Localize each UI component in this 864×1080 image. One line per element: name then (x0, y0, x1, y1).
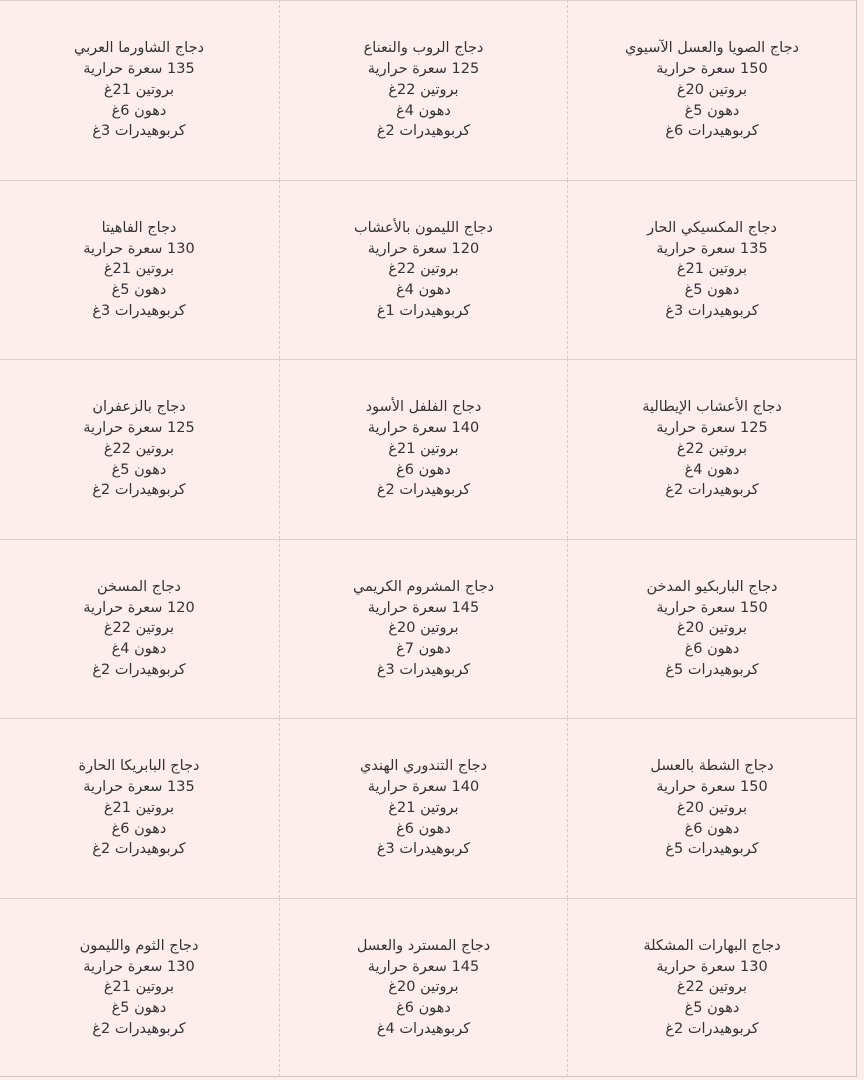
card-calories: 130 سعرة حرارية (656, 958, 768, 975)
card-carbs: كربوهيدرات 5غ (665, 841, 759, 858)
card-calories: 125 سعرة حرارية (367, 61, 480, 78)
card-calories: 130 سعرة حرارية (83, 958, 195, 975)
nutrition-card[interactable] (567, 359, 856, 539)
card-protein: بروتين 21غ (103, 799, 175, 816)
card-fat: دهون 7غ (396, 641, 451, 658)
card-carbs: كربوهيدرات 2غ (92, 841, 186, 858)
card-protein: بروتين 21غ (103, 979, 175, 996)
card-carbs: كربوهيدرات 2غ (665, 482, 759, 499)
card-title: دجاج الروب والنعناع (363, 40, 484, 57)
card-title: دجاج الشاورما العربي (74, 40, 204, 57)
card-calories: 135 سعرة حرارية (83, 61, 195, 78)
card-carbs: كربوهيدرات 2غ (665, 1020, 759, 1037)
nutrition-card[interactable] (279, 718, 567, 898)
card-protein: بروتين 22غ (388, 261, 459, 278)
card-carbs: كربوهيدرات 3غ (92, 302, 186, 319)
nutrition-card[interactable] (567, 718, 856, 898)
card-calories: 140 سعرة حرارية (367, 779, 480, 796)
nutrition-card[interactable] (0, 898, 279, 1078)
card-fat: دهون 6غ (684, 820, 740, 837)
card-protein: بروتين 22غ (103, 620, 175, 637)
card-protein: بروتين 22غ (103, 440, 175, 457)
card-protein: بروتين 21غ (103, 261, 175, 278)
card-fat: دهون 6غ (684, 641, 740, 658)
nutrition-card[interactable] (0, 0, 279, 180)
card-title: دجاج الصويا والعسل الآسيوي (625, 40, 800, 57)
card-protein: بروتين 22غ (676, 979, 748, 996)
card-calories: 135 سعرة حرارية (656, 240, 768, 257)
card-carbs: كربوهيدرات 6غ (665, 123, 759, 140)
card-protein: بروتين 20غ (676, 81, 748, 98)
card-calories: 125 سعرة حرارية (656, 420, 768, 437)
card-title: دجاج التندوري الهندي (359, 758, 488, 775)
card-carbs: كربوهيدرات 4غ (376, 1020, 471, 1037)
nutrition-card[interactable] (279, 898, 567, 1078)
nutrition-card[interactable] (0, 359, 279, 539)
nutrition-card[interactable] (279, 0, 567, 180)
card-carbs: كربوهيدرات 2غ (92, 1020, 186, 1037)
card-fat: دهون 5غ (684, 102, 740, 119)
card-calories: 150 سعرة حرارية (656, 61, 768, 78)
card-fat: دهون 4غ (396, 282, 451, 299)
card-carbs: كربوهيدرات 1غ (376, 302, 471, 319)
card-protein: بروتين 20غ (388, 620, 459, 637)
nutrition-card[interactable] (279, 539, 567, 719)
nutrition-card[interactable] (567, 0, 856, 180)
card-calories: 150 سعرة حرارية (656, 599, 768, 616)
card-fat: دهون 6غ (396, 461, 451, 478)
card-protein: بروتين 20غ (676, 620, 748, 637)
card-calories: 145 سعرة حرارية (367, 958, 480, 975)
card-title: دجاج الفلفل الأسود (365, 399, 482, 416)
card-title: دجاج الباربكيو المدخن (646, 578, 778, 595)
card-fat: دهون 4غ (684, 461, 740, 478)
card-fat: دهون 5غ (111, 461, 167, 478)
card-calories: 120 سعرة حرارية (83, 599, 195, 616)
card-protein: بروتين 21غ (388, 799, 459, 816)
nutrition-card[interactable] (567, 539, 856, 719)
card-protein: بروتين 22غ (388, 81, 459, 98)
card-title: دجاج المسترد والعسل (356, 937, 491, 954)
card-title: دجاج الثوم والليمون (79, 937, 199, 954)
card-title: دجاج الليمون بالأعشاب (354, 219, 493, 236)
card-title: دجاج المشروم الكريمي (352, 578, 495, 595)
nutrition-card[interactable] (567, 898, 856, 1078)
card-protein: بروتين 22غ (676, 440, 748, 457)
card-protein: بروتين 21غ (388, 440, 459, 457)
card-title: دجاج المسخن (97, 578, 181, 595)
card-fat: دهون 6غ (111, 820, 167, 837)
card-carbs: كربوهيدرات 3غ (376, 661, 471, 678)
nutrition-card[interactable] (0, 539, 279, 719)
card-calories: 120 سعرة حرارية (367, 240, 480, 257)
card-title: دجاج الشطة بالعسل (650, 758, 774, 775)
card-fat: دهون 5غ (684, 1000, 740, 1017)
card-calories: 125 سعرة حرارية (83, 420, 195, 437)
card-calories: 150 سعرة حرارية (656, 779, 768, 796)
card-protein: بروتين 20غ (676, 799, 748, 816)
card-title: دجاج البابريكا الحارة (78, 758, 200, 775)
card-carbs: كربوهيدرات 2غ (92, 482, 186, 499)
card-carbs: كربوهيدرات 5غ (665, 661, 759, 678)
card-calories: 140 سعرة حرارية (367, 420, 480, 437)
nutrition-card[interactable] (279, 359, 567, 539)
card-title: دجاج المكسيكي الحار (647, 219, 777, 236)
card-carbs: كربوهيدرات 3غ (92, 123, 186, 140)
card-calories: 130 سعرة حرارية (83, 240, 195, 257)
card-carbs: كربوهيدرات 2غ (376, 123, 471, 140)
card-carbs: كربوهيدرات 2غ (376, 482, 471, 499)
card-carbs: كربوهيدرات 2غ (92, 661, 186, 678)
card-calories: 135 سعرة حرارية (83, 779, 195, 796)
card-title: دجاج بالزعفران (92, 399, 186, 416)
nutrition-card[interactable] (567, 180, 856, 360)
card-protein: بروتين 20غ (388, 979, 459, 996)
card-carbs: كربوهيدرات 3غ (376, 841, 471, 858)
card-title: دجاج البهارات المشكلة (643, 937, 781, 954)
card-protein: بروتين 21غ (103, 81, 175, 98)
card-fat: دهون 4غ (396, 102, 451, 119)
card-fat: دهون 5غ (111, 1000, 167, 1017)
card-protein: بروتين 21غ (676, 261, 748, 278)
card-calories: 145 سعرة حرارية (367, 599, 480, 616)
card-fat: دهون 6غ (396, 1000, 451, 1017)
nutrition-card[interactable] (279, 180, 567, 360)
nutrition-card[interactable] (0, 718, 279, 898)
nutrition-card[interactable] (0, 180, 279, 360)
card-title: دجاج الأعشاب الإيطالية (642, 399, 782, 416)
card-fat: دهون 4غ (111, 641, 167, 658)
card-fat: دهون 6غ (396, 820, 451, 837)
card-fat: دهون 5غ (684, 282, 740, 299)
card-title: دجاج الفاهيتا (101, 219, 177, 236)
card-fat: دهون 6غ (111, 102, 167, 119)
card-fat: دهون 5غ (111, 282, 167, 299)
card-carbs: كربوهيدرات 3غ (665, 302, 759, 319)
